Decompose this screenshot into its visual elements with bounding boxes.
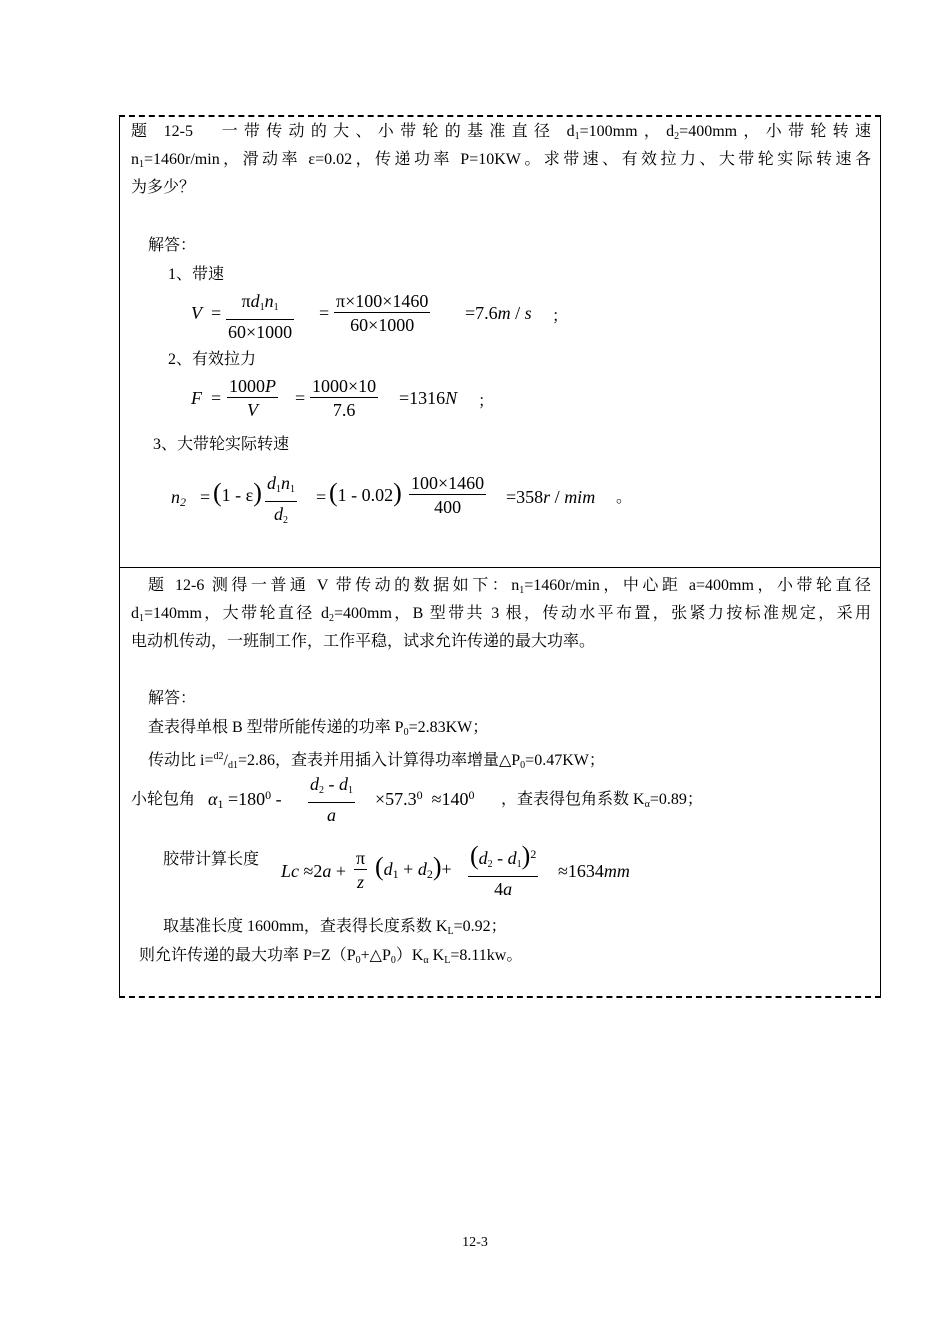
problem-1-line-1: 题 12-5 一带传动的大、小带轮的基准直径 $d_1=100mm$，$d_2=400mm$，小带轮转速 [131,123,871,142]
eq2-end: ； [478,393,495,410]
step-max-power: 则允许传递的最大功率 $P=Z(P_0+\triangle P_0)K_\alpha$ $K_L=8.11kw$。 [139,947,523,966]
wrap-angle-rest: $\times 57.3^0 \approx 140^0$ [375,788,475,809]
eq3-factor-1: (1 - ε) [213,478,262,507]
eq2-result: =1316N [399,388,458,408]
eq1-end: ； [552,308,569,325]
wrap-angle-fraction: $\frac{d_2 - d_1}{a}$ [310,774,353,825]
problem-12-5-box [119,115,881,567]
eq2-equals-2: = [295,388,306,408]
eq3-result: =358r / mim [506,487,596,507]
belt-length-result: ≈1634mm [558,861,630,881]
problem-2-line-1: 题 12-6 测得一普通 V 带传动的数据如下：$n_1=1460r/\min$，中心距 a=400mm，小带轮直径 [148,577,871,596]
eq1-fraction-2: $\frac{\pi\times 100\times 1460}{60\times 1000}$ [336,291,429,335]
belt-length-pi-fraction: $\frac{\pi}{z}$ [356,848,366,892]
eq1-fraction-1: $\frac{\pi d_1n_1}{60\times 1000}$ [228,291,293,342]
eq1-equals: = [211,303,222,323]
belt-length-label: 胶带计算长度 [163,851,260,868]
eq2-equals: = [211,388,222,408]
answer-label-2: 解答： [148,690,197,707]
wrap-angle-tail: ，查表得包角系数 $K_\alpha=0.89$； [501,791,703,810]
eq3-end: 。 [616,489,633,506]
problem-2-line-2: $d_1=140mm$，大带轮直径 $d_2=400mm$，B 型带共 3 根，传动水平布置，张紧力按标准规定，采用 [131,605,871,624]
eq2-fraction-2: $\frac{1000\times 10}{7.6}$ [312,376,377,420]
problem-12-6-box [119,567,881,998]
eq1-equals-2: = [319,303,330,323]
wrap-angle-lhs: $\alpha_1 =180^0$ - [208,788,282,811]
eq1-result: =7.6m / s [465,303,532,323]
problem-1-line-2: $n_1=1460r/\min$，滑动率 ε=0.02，传递功率 P=10KW。求带速、有效拉力、大带轮实际转速各 [131,151,871,170]
step-single-belt-power: 查表得单根 B 型带所能传递的功率 $P_0=2.83KW$； [148,719,489,738]
belt-length-lhs: Lc ≈2a + [281,861,347,881]
wrap-angle-label: 小轮包角 [131,791,196,808]
belt-length-fraction: $\frac{(d_2 - d_1)^2}{4a}$ [470,841,537,899]
step-belt-speed-label: 1、带速 [168,266,225,283]
step-datum-length: 取基准长度 1600mm，查表得长度系数 $K_L=0.92$； [163,918,507,937]
eq2-lhs: F [191,388,202,408]
eq3-lhs: $n_2$ [171,487,186,509]
eq3-fraction-2: $\frac{100\times 1460}{400}$ [411,473,485,517]
problem-1-line-3: 为多少？ [131,179,196,196]
answer-label: 解答： [148,237,197,254]
eq3-equals: = [200,487,211,507]
step-actual-speed-label: 3、大带轮实际转速 [153,436,290,453]
page-number: 12-3 [462,1235,488,1250]
step-transmission-ratio: 传动比 $i=^{d2}/_{d1}=2.86$，查表并用插入计算得功率增量$\triangle P_0=0.47KW$； [148,751,605,771]
eq3-equals-2: = [316,487,327,507]
eq3-fraction-1: $\frac{d_1n_1}{d_2}$ [265,472,297,533]
step-effective-tension-label: 2、有效拉力 [168,351,257,368]
belt-length-mid: $(d_1 + d_2)+$ [375,852,452,881]
eq2-fraction-1: $\frac{1000P}{V}$ [229,376,276,420]
eq3-factor-2: (1 - 0.02) [329,478,402,507]
problem-2-line-3: 电动机传动，一班制工作，工作平稳，试求允许传递的最大功率。 [131,633,596,650]
eq1-lhs: V [191,303,202,323]
